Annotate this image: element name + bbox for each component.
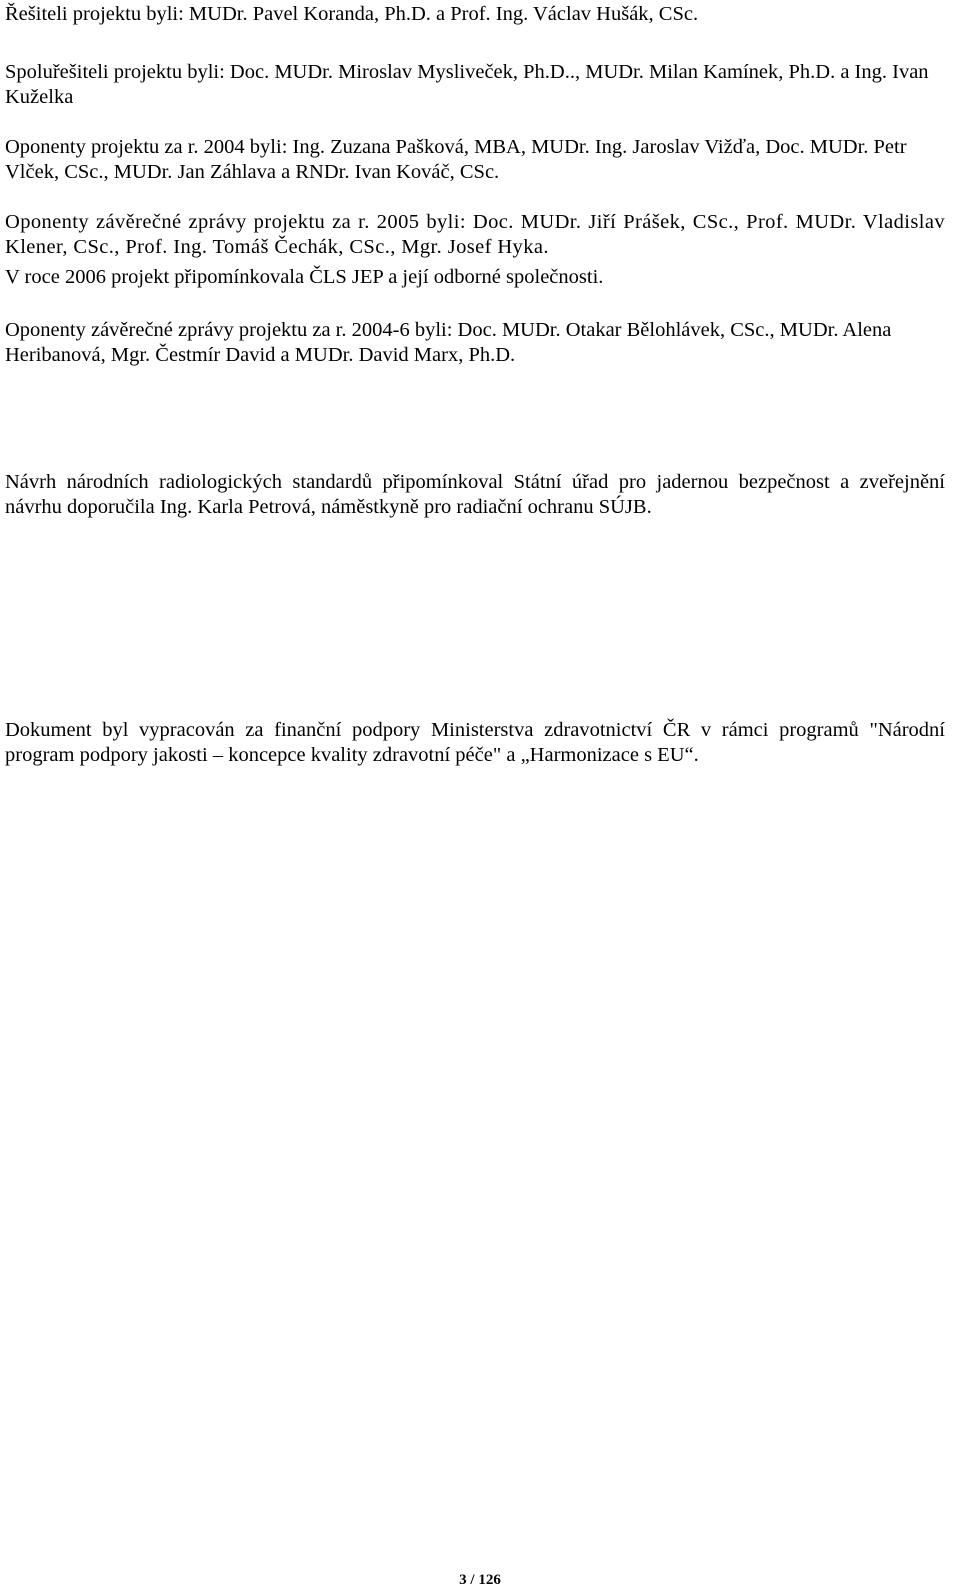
sujb-paragraph: Návrh národních radiologických standardů připomínkoval Státní úřad pro jadernou bezpečnost a zveřejnění návrhu doporučila Ing. Karla Petrová, náměstkyně pro radiační ochranu SÚJB.: [5, 471, 945, 518]
cosolvers-paragraph: Spoluřešiteli projektu byli: Doc. MUDr. Miroslav Mysliveček, Ph.D.., MUDr. Milan Kamínek, Ph.D. a Ing. Ivan Kuželka: [5, 61, 929, 108]
page-number: 3 / 126: [459, 1572, 501, 1588]
solvers-paragraph: Řešiteli projektu byli: MUDr. Pavel Koranda, Ph.D. a Prof. Ing. Václav Hušák, CSc.: [5, 3, 699, 25]
funding-paragraph: Dokument byl vypracován za finanční podpory Ministerstva zdravotnictví ČR v rámci programů "Národní program podpory jakosti – koncepce kvality zdravotní péče" a „Harmonizace s EU“.: [5, 719, 945, 766]
opponents-2005-paragraph: Oponenty závěrečné zprávy projektu za r. 2005 byli: Doc. MUDr. Jiří Prášek, CSc., Prof. MUDr. Vladislav Klener, CSc., Prof. Ing. Tomáš Čechák, CSc., Mgr. Josef Hyka.: [5, 211, 945, 258]
cls-jep-paragraph: V roce 2006 projekt připomínkovala ČLS JEP a její odborné společnosti.: [5, 266, 604, 288]
opponents-2004-6-paragraph: Oponenty závěrečné zprávy projektu za r. 2004-6 byli: Doc. MUDr. Otakar Bělohlávek, CSc., MUDr. Alena Heribanová, Mgr. Čestmír David a MUDr. David Marx, Ph.D.: [5, 319, 892, 366]
opponents-2004-paragraph: Oponenty projektu za r. 2004 byli: Ing. Zuzana Pašková, MBA, MUDr. Ing. Jaroslav Vižďa, Doc. MUDr. Petr Vlček, CSc., MUDr. Jan Záhlava a RNDr. Ivan Kováč, CSc.: [5, 136, 907, 183]
